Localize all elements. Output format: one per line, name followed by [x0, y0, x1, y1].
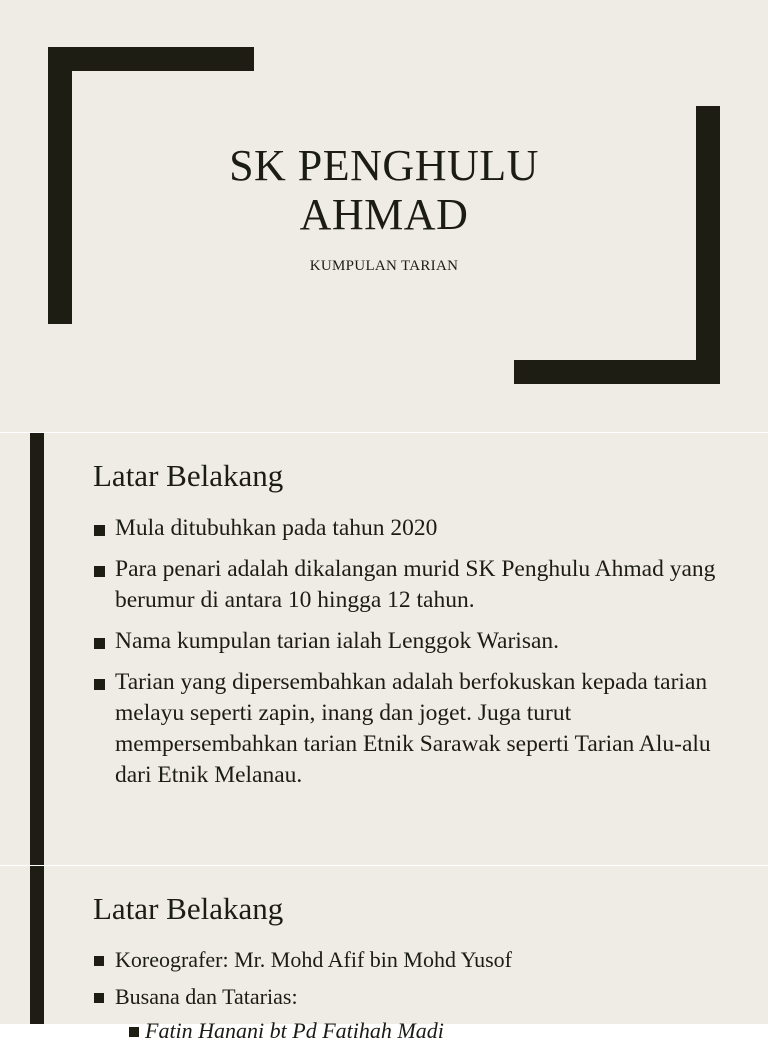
bullet-list: [93, 945, 733, 1053]
bullet-list: [93, 513, 733, 801]
background-slide-1: [0, 433, 768, 865]
background-slide-2: [0, 866, 768, 1043]
left-accent-bar: [30, 433, 44, 865]
frame-bar-bottom-right-horizontal: [514, 360, 720, 384]
frame-bar-top-left-horizontal: [48, 47, 254, 71]
bullet-item: Tarian yang dipersembahkan adalah berfokuskan kepada tarian melayu seperti zapin, inang dan joget. Juga turut mempersembahkan tarian Etnik Sarawak seperti Tarian Alu-alu dari Etnik Melanau.: [93, 667, 733, 791]
slide-title-line-2: AHMAD: [299, 190, 469, 239]
bullet-item-text: Busana dan Tatarias:: [115, 984, 298, 1009]
section-heading: Latar Belakang: [93, 891, 284, 926]
bullet-item: Koreografer: Mr. Mohd Afif bin Mohd Yusof: [93, 945, 733, 975]
sub-bullet-item: Fatin Hanani bt Pd Fatihah Madi: [115, 1016, 733, 1046]
bullet-item: [93, 982, 733, 1046]
slide-title: [0, 141, 768, 239]
section-heading: Latar Belakang: [93, 458, 284, 493]
title-slide: [0, 0, 768, 432]
bullet-item: Mula ditubuhkan pada tahun 2020: [93, 513, 733, 544]
slide-subtitle: KUMPULAN TARIAN: [309, 258, 459, 274]
bullet-item: Nama kumpulan tarian ialah Lenggok Warisan.: [93, 626, 733, 657]
slide-title-line-1: SK PENGHULU: [229, 141, 539, 190]
sub-bullet-list: [115, 1016, 733, 1046]
bullet-item: Para penari adalah dikalangan murid SK Penghulu Ahmad yang berumur di antara 10 hingga 12 tahun.: [93, 554, 733, 616]
left-accent-bar: [30, 866, 44, 1024]
